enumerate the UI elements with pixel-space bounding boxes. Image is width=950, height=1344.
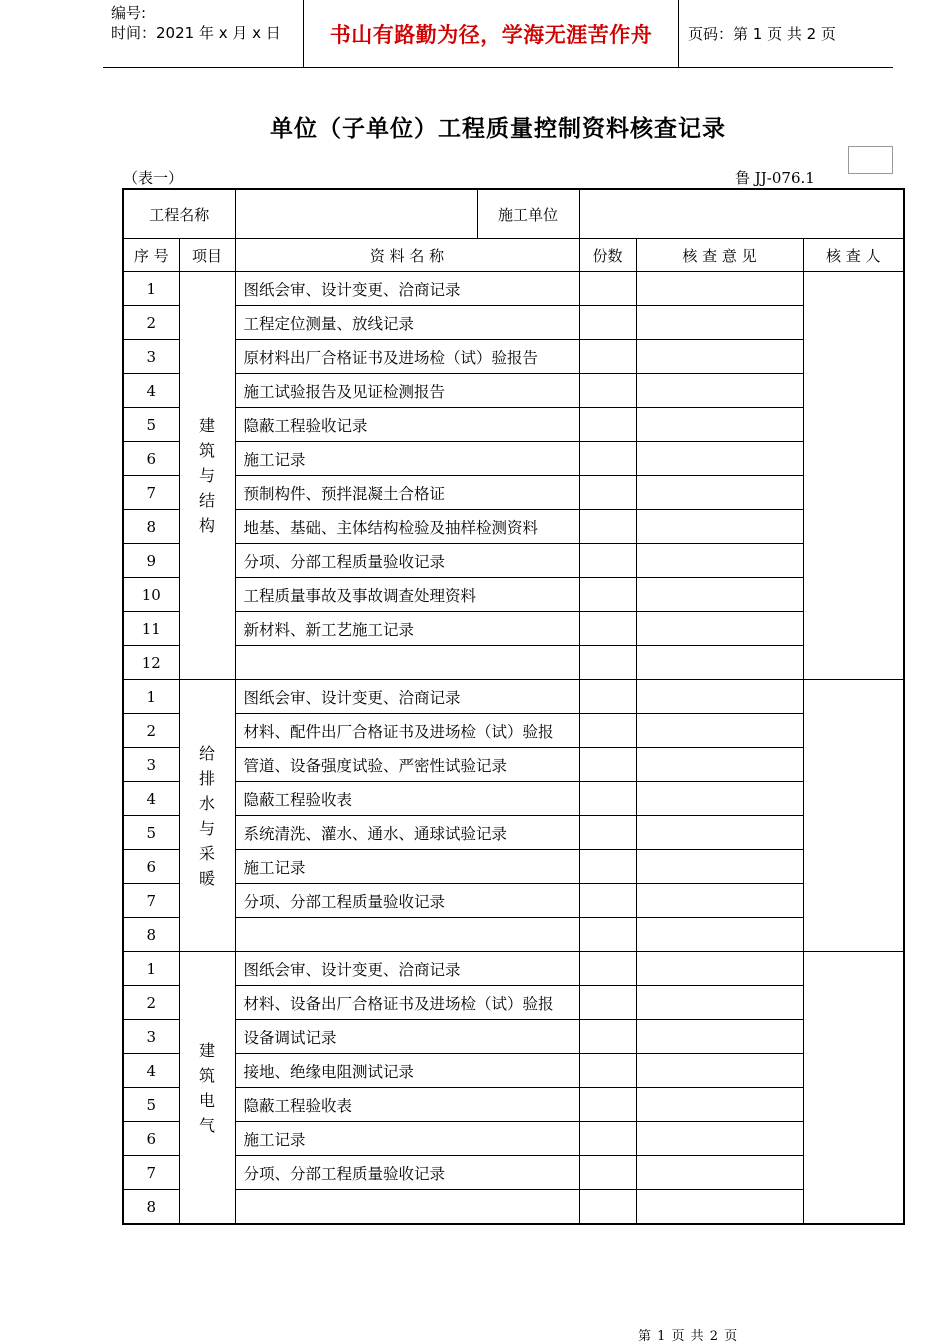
opinion-cell[interactable]: [636, 816, 803, 850]
table-row: [123, 374, 904, 408]
table-row: [123, 612, 904, 646]
table-row: [123, 1156, 904, 1190]
copies-cell[interactable]: [579, 884, 636, 918]
doc-name: 图纸会审、设计变更、洽商记录: [235, 952, 579, 986]
doc-name: 图纸会审、设计变更、洽商记录: [235, 272, 579, 306]
copies-cell[interactable]: [579, 544, 636, 578]
row-number: 6: [123, 850, 179, 884]
col-header-no: 序 号: [123, 239, 179, 272]
doc-name: 图纸会审、设计变更、洽商记录: [235, 680, 579, 714]
opinion-cell[interactable]: [636, 306, 803, 340]
opinion-cell[interactable]: [636, 1088, 803, 1122]
row-number: 1: [123, 952, 179, 986]
copies-cell[interactable]: [579, 612, 636, 646]
col-header-copies: 份数: [579, 239, 636, 272]
row-number: 4: [123, 1054, 179, 1088]
row-number: 9: [123, 544, 179, 578]
copies-cell[interactable]: [579, 714, 636, 748]
table-row: [123, 544, 904, 578]
project-info-row: [123, 189, 904, 239]
table-row: [123, 510, 904, 544]
table-row: [123, 476, 904, 510]
row-number: 11: [123, 612, 179, 646]
table-row: [123, 272, 904, 306]
project-name-cell[interactable]: [235, 189, 579, 239]
table-row: [123, 1054, 904, 1088]
form-number: 鲁 JJ-076.1: [735, 169, 815, 187]
row-number: 3: [123, 1020, 179, 1054]
opinion-cell[interactable]: [636, 272, 803, 306]
doc-name: 预制构件、预拌混凝土合格证: [235, 476, 579, 510]
copies-cell[interactable]: [579, 1020, 636, 1054]
opinion-cell[interactable]: [636, 952, 803, 986]
table-row: [123, 1088, 904, 1122]
category-cell: [179, 680, 235, 952]
contractor-label: 施工单位: [498, 205, 559, 224]
copies-cell[interactable]: [579, 1122, 636, 1156]
copies-cell[interactable]: [579, 782, 636, 816]
project-name-label: 工程名称: [123, 189, 235, 239]
category-char: 与: [199, 466, 216, 485]
opinion-cell[interactable]: [636, 1122, 803, 1156]
opinion-cell[interactable]: [636, 918, 803, 952]
copies-cell[interactable]: [579, 952, 636, 986]
reviewer-cell[interactable]: [803, 680, 904, 952]
copies-cell[interactable]: [579, 748, 636, 782]
copies-cell[interactable]: [579, 850, 636, 884]
opinion-cell[interactable]: [636, 340, 803, 374]
copies-cell[interactable]: [579, 408, 636, 442]
row-number: 2: [123, 714, 179, 748]
doc-name: 原材料出厂合格证书及进场检（试）验报告: [235, 340, 579, 374]
doc-name: [235, 1190, 579, 1225]
doc-name: 施工记录: [235, 850, 579, 884]
copies-cell[interactable]: [579, 1088, 636, 1122]
category-char: 建: [199, 1040, 216, 1060]
doc-name: 隐蔽工程验收记录: [235, 408, 579, 442]
copies-cell[interactable]: [579, 340, 636, 374]
doc-name: 分项、分部工程质量验收记录: [235, 1156, 579, 1190]
doc-name: 分项、分部工程质量验收记录: [235, 884, 579, 918]
table-row: [123, 442, 904, 476]
category-char: 建: [199, 416, 216, 435]
row-number: 3: [123, 340, 179, 374]
row-number: 7: [123, 884, 179, 918]
opinion-cell[interactable]: [636, 680, 803, 714]
opinion-cell[interactable]: [636, 850, 803, 884]
row-number: 1: [123, 680, 179, 714]
col-header-doc-name: 资 料 名 称: [235, 239, 579, 272]
copies-cell[interactable]: [579, 986, 636, 1020]
table-row: [123, 1190, 904, 1225]
opinion-cell[interactable]: [636, 578, 803, 612]
doc-name: 材料、配件出厂合格证书及进场检（试）验报: [235, 714, 579, 748]
doc-name: 管道、设备强度试验、严密性试验记录: [235, 748, 579, 782]
row-number: 12: [123, 646, 179, 680]
doc-name: 材料、设备出厂合格证书及进场检（试）验报: [235, 986, 579, 1020]
doc-name: 工程定位测量、放线记录: [235, 306, 579, 340]
category-char: 电: [199, 1090, 216, 1110]
category-char: 水: [199, 793, 216, 813]
table-row: [123, 408, 904, 442]
col-header-opinion: 核 查 意 见: [636, 239, 803, 272]
row-number: 1: [123, 272, 179, 306]
reviewer-cell[interactable]: [803, 272, 904, 680]
doc-name: [235, 918, 579, 952]
copies-cell[interactable]: [579, 1156, 636, 1190]
opinion-cell[interactable]: [636, 476, 803, 510]
category-char: 构: [199, 516, 216, 535]
copies-cell[interactable]: [579, 646, 636, 680]
doc-name: 工程质量事故及事故调查处理资料: [235, 578, 579, 612]
category-char: 结: [199, 491, 216, 510]
header-page-info: 页码：第 1 页 共 2 页: [688, 25, 836, 43]
copies-cell[interactable]: [579, 680, 636, 714]
copies-cell[interactable]: [579, 306, 636, 340]
table-row: [123, 578, 904, 612]
row-number: 5: [123, 1088, 179, 1122]
category-char: 排: [199, 768, 216, 788]
doc-name: 隐蔽工程验收表: [235, 782, 579, 816]
doc-name: 施工试验报告及见证检测报告: [235, 374, 579, 408]
table-row: [123, 340, 904, 374]
table-row: [123, 850, 904, 884]
page-footer: 第 1 页 共 2 页: [638, 1329, 739, 1344]
doc-name: 设备调试记录: [235, 1020, 579, 1054]
col-header-item: 项目: [179, 239, 235, 272]
row-number: 7: [123, 476, 179, 510]
row-number: 5: [123, 816, 179, 850]
doc-name: 施工记录: [235, 1122, 579, 1156]
category-char: 暖: [199, 868, 216, 888]
opinion-cell[interactable]: [636, 510, 803, 544]
corner-box: [848, 146, 893, 174]
opinion-cell[interactable]: [636, 782, 803, 816]
opinion-cell[interactable]: [636, 1156, 803, 1190]
opinion-cell[interactable]: [636, 646, 803, 680]
copies-cell[interactable]: [579, 816, 636, 850]
opinion-cell[interactable]: [636, 1190, 803, 1225]
category-char: 与: [199, 818, 216, 838]
opinion-cell[interactable]: [636, 748, 803, 782]
doc-name: 隐蔽工程验收表: [235, 1088, 579, 1122]
table-row: [123, 680, 904, 714]
category-char: 气: [199, 1115, 216, 1135]
table-row: [123, 748, 904, 782]
opinion-cell[interactable]: [636, 612, 803, 646]
table-row: [123, 714, 904, 748]
opinion-cell[interactable]: [636, 442, 803, 476]
page-title: 单位（子单位）工程质量控制资料核查记录: [270, 116, 726, 142]
table-row: [123, 952, 904, 986]
opinion-cell[interactable]: [636, 986, 803, 1020]
category-char: 筑: [199, 441, 216, 460]
row-number: 5: [123, 408, 179, 442]
opinion-cell[interactable]: [636, 714, 803, 748]
row-number: 7: [123, 1156, 179, 1190]
row-number: 6: [123, 1122, 179, 1156]
copies-cell[interactable]: [579, 476, 636, 510]
row-number: 8: [123, 510, 179, 544]
reviewer-cell[interactable]: [803, 952, 904, 1225]
table-row: [123, 918, 904, 952]
doc-name: [235, 646, 579, 680]
col-header-reviewer: 核 查 人: [803, 239, 904, 272]
table-row: [123, 306, 904, 340]
table-row: [123, 986, 904, 1020]
copies-cell[interactable]: [579, 442, 636, 476]
opinion-cell[interactable]: [636, 884, 803, 918]
row-number: 3: [123, 748, 179, 782]
opinion-cell[interactable]: [636, 544, 803, 578]
table-row: [123, 1122, 904, 1156]
copies-cell[interactable]: [579, 1054, 636, 1088]
row-number: 10: [123, 578, 179, 612]
opinion-cell[interactable]: [636, 1054, 803, 1088]
table-row: [123, 884, 904, 918]
copies-cell[interactable]: [579, 918, 636, 952]
category-cell: [179, 952, 235, 1225]
doc-name: 接地、绝缘电阻测试记录: [235, 1054, 579, 1088]
code-label: 编号:: [111, 4, 147, 22]
header-motto: 书山有路勤为径，学海无涯苦作舟: [303, 0, 679, 67]
opinion-cell[interactable]: [636, 374, 803, 408]
table-row: [123, 1020, 904, 1054]
column-header-row: [123, 239, 904, 272]
table-row: [123, 782, 904, 816]
time-label: 时间：2021 年 x 月 x 日: [111, 24, 281, 42]
doc-name: 地基、基础、主体结构检验及抽样检测资料: [235, 510, 579, 544]
table-row: [123, 816, 904, 850]
row-number: 6: [123, 442, 179, 476]
row-number: 4: [123, 782, 179, 816]
copies-cell[interactable]: [579, 578, 636, 612]
check-table: [122, 188, 905, 1225]
category-cell: [179, 272, 235, 680]
table-note: （表一）: [123, 169, 184, 187]
doc-name: 施工记录: [235, 442, 579, 476]
doc-name: 新材料、新工艺施工记录: [235, 612, 579, 646]
copies-cell[interactable]: [579, 272, 636, 306]
row-number: 2: [123, 306, 179, 340]
opinion-cell[interactable]: [636, 1020, 803, 1054]
table-row: [123, 646, 904, 680]
row-number: 8: [123, 918, 179, 952]
doc-name: 系统清洗、灌水、通水、通球试验记录: [235, 816, 579, 850]
opinion-cell[interactable]: [636, 408, 803, 442]
page-header: [103, 0, 893, 68]
copies-cell[interactable]: [579, 1190, 636, 1225]
row-number: 2: [123, 986, 179, 1020]
row-number: 8: [123, 1190, 179, 1225]
category-char: 筑: [199, 1065, 216, 1085]
category-char: 给: [199, 743, 216, 763]
copies-cell[interactable]: [579, 374, 636, 408]
category-char: 采: [199, 843, 216, 863]
contractor-value[interactable]: [579, 189, 904, 239]
doc-name: 分项、分部工程质量验收记录: [235, 544, 579, 578]
header-meta: [103, 0, 303, 67]
row-number: 4: [123, 374, 179, 408]
copies-cell[interactable]: [579, 510, 636, 544]
